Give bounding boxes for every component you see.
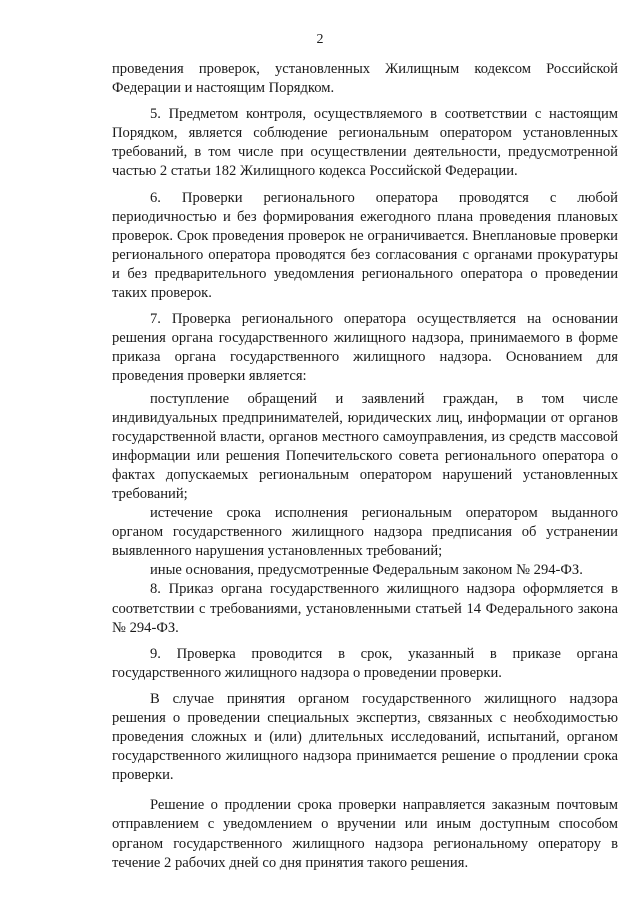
paragraph-continuation: проведения проверок, установленных Жилищным кодексом Российской Федерации и настоящим Порядком.	[112, 61, 618, 97]
document-body	[112, 60, 618, 873]
paragraph-basis-appeals: поступление обращений и заявлений граждан, в том числе индивидуальных предпринимателей, юридических лиц, информации от органов государственной власти, органов местного самоуправления, из средств массовой информации или решения Попечительского совета регионального оператора о фактах допускаемых региональным оператором нарушений установленных требований;	[112, 390, 618, 502]
paragraph-item-5: 5. Предметом контроля, осуществляемого в соответствии с настоящим Порядком, является соблюдение региональным оператором установленных требований, в том числе при осуществлении деятельности, предусмотренной частью 2 статьи 182 Жилищного кодекса Российской Федерации.	[112, 106, 618, 180]
paragraph-item-8: 8. Приказ органа государственного жилищного надзора оформляется в соответствии с требованиями, установленными статьей 14 Федерального закона № 294-ФЗ.	[112, 581, 618, 636]
paragraph-basis-other: иные основания, предусмотренные Федеральным законом № 294-ФЗ.	[150, 562, 583, 579]
paragraph-extension-notice: Решение о продлении срока проверки направляется заказным почтовым отправлением с уведомлением о вручении или иным доступным способом органом государственного жилищного надзора региональному оператору в течение 2 рабочих дней со дня принятия такого решения.	[112, 797, 618, 871]
paragraph-item-6: 6. Проверки регионального оператора проводятся с любой периодичностью и без формирования ежегодного плана проведения плановых проверок. Срок проведения проверок не ограничивается. Внеплановые проверки регионального оператора проводятся без согласования с органами прокуратуры и без предварительного уведомления регионального оператора о проведении таких проверок.	[112, 189, 618, 302]
paragraph-extension-case: В случае принятия органом государственного жилищного надзора решения о проведении специальных экспертиз, связанных с необходимостью проведения сложных и (или) длительных исследований, испытаний, органом государственного жилищного надзора принимается решение о продлении срока проверки.	[112, 690, 618, 784]
paragraph-item-7: 7. Проверка регионального оператора осуществляется на основании решения органа государственного жилищного надзора, принимаемого в форме приказа органа государственного жилищного надзора. Основанием для проведения проверки является:	[112, 311, 618, 385]
paragraph-basis-expiry: истечение срока исполнения региональным оператором выданного органом государственного жилищного надзора предписания об устранении выявленного нарушения установленных требований;	[112, 505, 618, 560]
paragraph-item-9: 9. Проверка проводится в срок, указанный в приказе органа государственного жилищного надзора о проведении проверки.	[112, 645, 618, 681]
page-number: 2	[316, 32, 324, 47]
